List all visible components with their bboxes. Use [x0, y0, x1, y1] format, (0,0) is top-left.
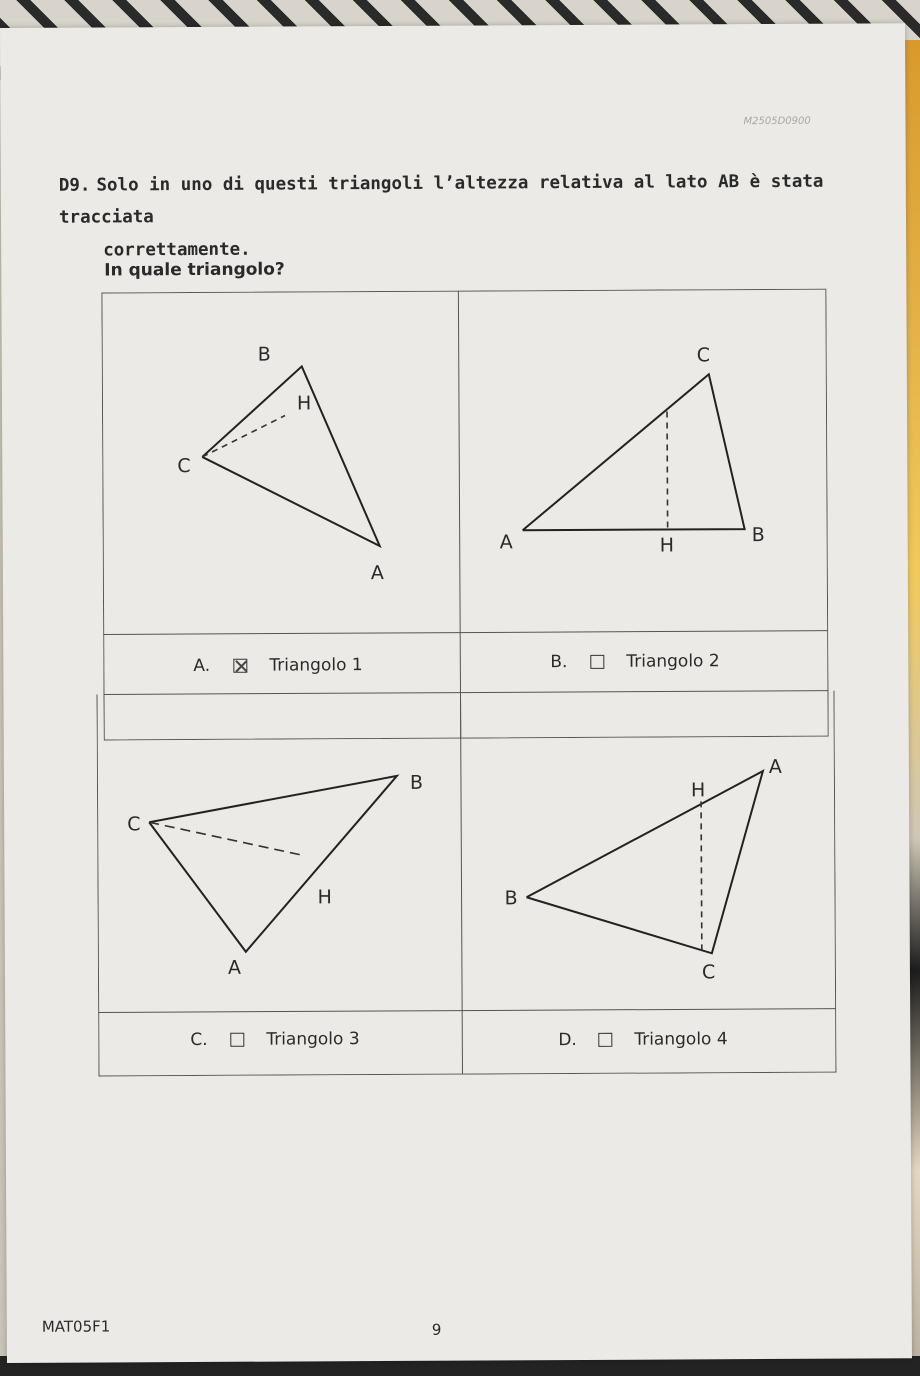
option-d-label: Triangolo 4 — [634, 1029, 728, 1050]
footer-code: MAT05F1 — [41, 1317, 111, 1336]
triangle-3-label-c: C — [127, 813, 141, 836]
question-line-1: Solo in uno di questi triangoli l’altezza relativa al lato AB è stata tracciata — [58, 171, 824, 229]
question-number: D9. — [58, 175, 91, 196]
page-number: 9 — [431, 1320, 442, 1339]
triangle-4-label-h: H — [690, 779, 706, 802]
option-c[interactable] — [190, 1029, 359, 1050]
option-c-label: Triangolo 3 — [266, 1029, 360, 1050]
triangle-4-label-a: A — [768, 755, 782, 778]
option-d[interactable] — [558, 1029, 727, 1050]
triangle-3-label-h: H — [317, 886, 332, 909]
option-a-checkbox[interactable] — [233, 659, 247, 673]
triangle-4-label-b: B — [504, 887, 518, 910]
option-c-letter: C. — [190, 1029, 208, 1051]
option-b-letter: B. — [550, 652, 568, 673]
question-ask: In quale triangolo? — [104, 259, 285, 281]
answer-grid — [101, 289, 828, 741]
triangle-2-label-a: A — [499, 531, 513, 554]
option-d-checkbox[interactable] — [598, 1033, 612, 1047]
answer-grid-lower — [96, 691, 836, 1077]
option-a-letter: A. — [193, 655, 211, 676]
option-b-label: Triangolo 2 — [626, 651, 720, 672]
triangle-3-label-b: B — [409, 771, 424, 794]
paper-sheet — [0, 23, 912, 1363]
option-c-checkbox[interactable] — [230, 1033, 244, 1047]
triangle-2-label-h: H — [659, 534, 675, 557]
question-line-2: correttamente. — [103, 239, 251, 261]
triangle-1-label-a: A — [370, 561, 384, 585]
option-d-letter: D. — [558, 1029, 577, 1051]
triangle-1-label-h: H — [296, 392, 312, 415]
item-code: M2505D0900 — [743, 115, 811, 128]
triangle-1-label-c: C — [177, 455, 191, 478]
option-a-label: Triangolo 1 — [269, 655, 363, 676]
triangle-4 — [460, 691, 836, 1011]
triangle-3-label-a: A — [227, 956, 241, 979]
triangle-2-label-b: B — [751, 524, 765, 547]
option-a[interactable] — [193, 655, 362, 676]
triangle-1 — [101, 291, 460, 635]
triangle-3 — [96, 693, 462, 1013]
triangle-4-label-c: C — [701, 961, 716, 984]
question-text — [59, 166, 829, 267]
triangle-2 — [458, 289, 828, 633]
option-b-checkbox[interactable] — [590, 655, 604, 669]
triangle-1-label-b: B — [257, 343, 271, 366]
option-b[interactable] — [550, 651, 719, 672]
triangle-2-label-c: C — [696, 344, 711, 367]
